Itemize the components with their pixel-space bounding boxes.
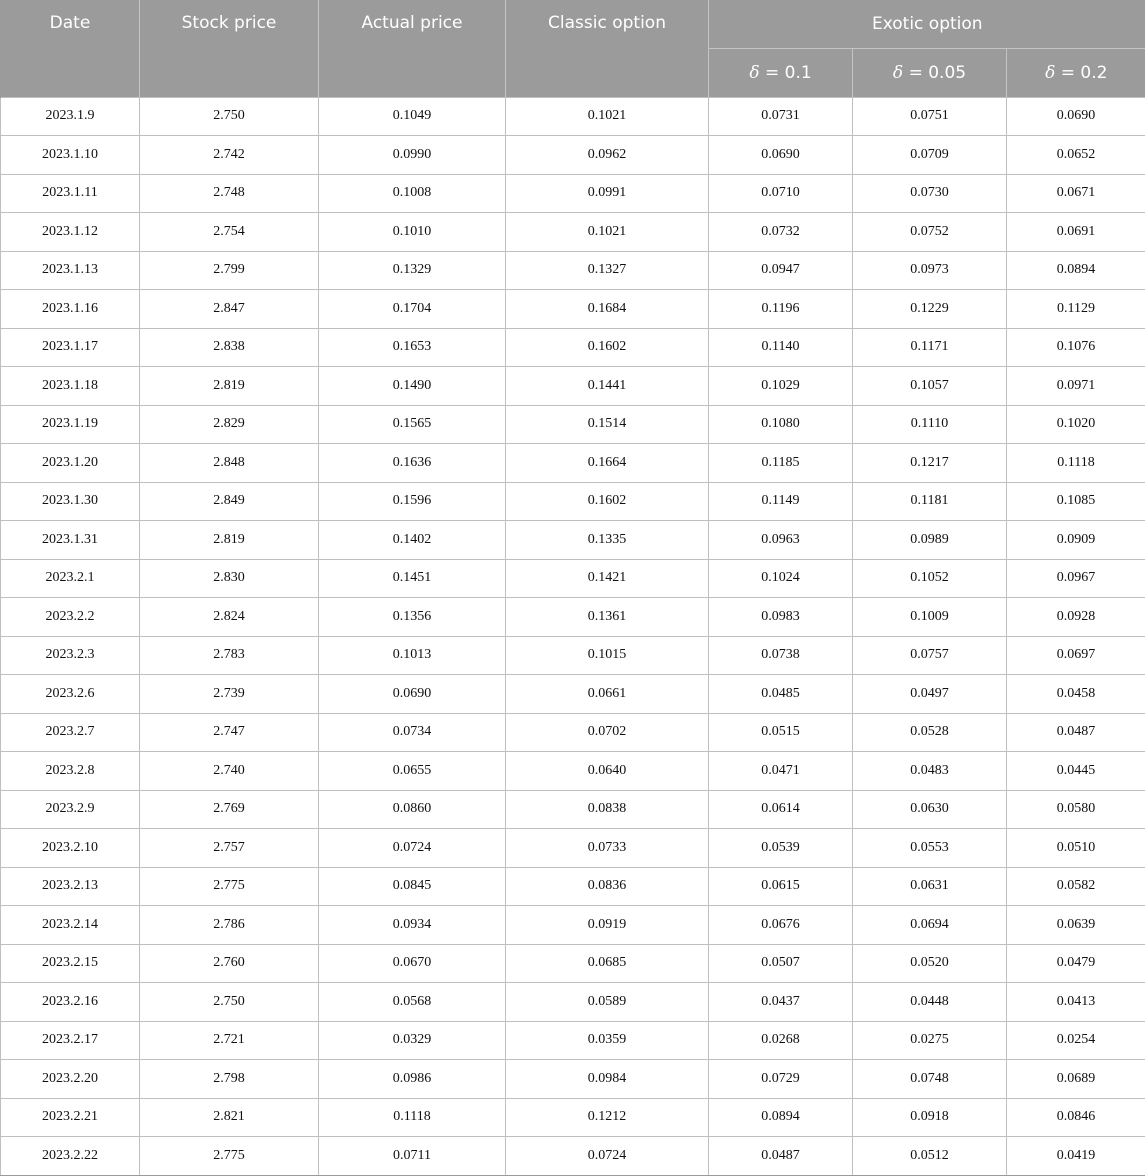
table-body [1, 97, 1145, 1175]
cell-date: 2023.2.16 [1, 983, 140, 1022]
table-row [1, 1137, 1145, 1176]
header-delta-0-2 [1007, 48, 1145, 97]
cell-date: 2023.1.18 [1, 367, 140, 406]
cell-exotic-delta-0-05: 0.0918 [853, 1098, 1007, 1137]
table-header [1, 0, 1145, 97]
delta-value: = 0.1 [765, 63, 812, 83]
cell-classic-option: 0.0702 [506, 713, 709, 752]
cell-date: 2023.2.22 [1, 1137, 140, 1176]
cell-classic-option: 0.1441 [506, 367, 709, 406]
cell-date: 2023.1.31 [1, 521, 140, 560]
cell-actual-price: 0.1049 [319, 97, 506, 136]
cell-stock-price: 2.721 [140, 1021, 319, 1060]
table-row [1, 174, 1145, 213]
cell-actual-price: 0.0655 [319, 752, 506, 791]
cell-exotic-delta-0-2: 0.0691 [1007, 213, 1145, 252]
cell-classic-option: 0.0991 [506, 174, 709, 213]
table-row [1, 136, 1145, 175]
cell-exotic-delta-0-1: 0.0676 [709, 906, 853, 945]
cell-exotic-delta-0-05: 0.0483 [853, 752, 1007, 791]
cell-stock-price: 2.838 [140, 328, 319, 367]
cell-date: 2023.2.13 [1, 867, 140, 906]
cell-exotic-delta-0-2: 0.0928 [1007, 598, 1145, 637]
table-row [1, 944, 1145, 983]
cell-date: 2023.2.17 [1, 1021, 140, 1060]
header-delta-0-05 [853, 48, 1007, 97]
cell-stock-price: 2.819 [140, 367, 319, 406]
cell-exotic-delta-0-1: 0.0738 [709, 636, 853, 675]
cell-stock-price: 2.750 [140, 983, 319, 1022]
cell-actual-price: 0.0329 [319, 1021, 506, 1060]
cell-exotic-delta-0-2: 0.0671 [1007, 174, 1145, 213]
cell-date: 2023.1.12 [1, 213, 140, 252]
cell-stock-price: 2.829 [140, 405, 319, 444]
cell-exotic-delta-0-2: 0.0445 [1007, 752, 1145, 791]
cell-exotic-delta-0-05: 0.1229 [853, 290, 1007, 329]
cell-classic-option: 0.1684 [506, 290, 709, 329]
cell-exotic-delta-0-2: 0.0458 [1007, 675, 1145, 714]
cell-classic-option: 0.1212 [506, 1098, 709, 1137]
cell-exotic-delta-0-1: 0.0710 [709, 174, 853, 213]
cell-date: 2023.2.15 [1, 944, 140, 983]
cell-exotic-delta-0-05: 0.0630 [853, 790, 1007, 829]
cell-actual-price: 0.1008 [319, 174, 506, 213]
cell-exotic-delta-0-2: 0.0846 [1007, 1098, 1145, 1137]
cell-stock-price: 2.824 [140, 598, 319, 637]
cell-exotic-delta-0-2: 0.0697 [1007, 636, 1145, 675]
cell-actual-price: 0.0734 [319, 713, 506, 752]
cell-exotic-delta-0-2: 0.0971 [1007, 367, 1145, 406]
cell-actual-price: 0.1596 [319, 482, 506, 521]
table-row [1, 328, 1145, 367]
cell-exotic-delta-0-1: 0.0471 [709, 752, 853, 791]
table-row [1, 290, 1145, 329]
cell-stock-price: 2.742 [140, 136, 319, 175]
cell-exotic-delta-0-05: 0.0275 [853, 1021, 1007, 1060]
cell-date: 2023.2.7 [1, 713, 140, 752]
cell-stock-price: 2.750 [140, 97, 319, 136]
cell-actual-price: 0.1402 [319, 521, 506, 560]
delta-value: = 0.2 [1061, 63, 1108, 83]
cell-exotic-delta-0-2: 0.0909 [1007, 521, 1145, 560]
cell-exotic-delta-0-05: 0.0528 [853, 713, 1007, 752]
cell-date: 2023.2.9 [1, 790, 140, 829]
cell-exotic-delta-0-05: 0.1181 [853, 482, 1007, 521]
cell-exotic-delta-0-05: 0.0553 [853, 829, 1007, 868]
cell-exotic-delta-0-1: 0.0515 [709, 713, 853, 752]
table-row [1, 598, 1145, 637]
cell-exotic-delta-0-1: 0.0437 [709, 983, 853, 1022]
cell-actual-price: 0.0568 [319, 983, 506, 1022]
cell-exotic-delta-0-2: 0.1076 [1007, 328, 1145, 367]
cell-exotic-delta-0-05: 0.0709 [853, 136, 1007, 175]
cell-date: 2023.1.19 [1, 405, 140, 444]
cell-exotic-delta-0-1: 0.0690 [709, 136, 853, 175]
cell-classic-option: 0.1021 [506, 97, 709, 136]
cell-stock-price: 2.798 [140, 1060, 319, 1099]
header-stock-price: Stock price [140, 0, 319, 97]
table-row [1, 367, 1145, 406]
cell-stock-price: 2.775 [140, 1137, 319, 1176]
cell-exotic-delta-0-05: 0.0730 [853, 174, 1007, 213]
cell-stock-price: 2.786 [140, 906, 319, 945]
cell-actual-price: 0.0711 [319, 1137, 506, 1176]
cell-date: 2023.2.8 [1, 752, 140, 791]
cell-stock-price: 2.757 [140, 829, 319, 868]
cell-actual-price: 0.0670 [319, 944, 506, 983]
cell-exotic-delta-0-2: 0.0689 [1007, 1060, 1145, 1099]
table-row [1, 482, 1145, 521]
header-date: Date [1, 0, 140, 97]
cell-date: 2023.1.10 [1, 136, 140, 175]
cell-stock-price: 2.849 [140, 482, 319, 521]
cell-stock-price: 2.739 [140, 675, 319, 714]
cell-exotic-delta-0-05: 0.0757 [853, 636, 1007, 675]
cell-exotic-delta-0-2: 0.0413 [1007, 983, 1145, 1022]
header-delta-0-1 [709, 48, 853, 97]
cell-stock-price: 2.830 [140, 559, 319, 598]
table-row [1, 636, 1145, 675]
table-row [1, 752, 1145, 791]
header-classic-option: Classic option [506, 0, 709, 97]
cell-exotic-delta-0-2: 0.0510 [1007, 829, 1145, 868]
cell-classic-option: 0.1602 [506, 482, 709, 521]
table-row [1, 559, 1145, 598]
cell-exotic-delta-0-05: 0.1009 [853, 598, 1007, 637]
cell-classic-option: 0.1327 [506, 251, 709, 290]
cell-classic-option: 0.0640 [506, 752, 709, 791]
table-row [1, 829, 1145, 868]
table-row [1, 97, 1145, 136]
cell-classic-option: 0.0589 [506, 983, 709, 1022]
cell-exotic-delta-0-05: 0.1171 [853, 328, 1007, 367]
cell-actual-price: 0.1118 [319, 1098, 506, 1137]
cell-stock-price: 2.769 [140, 790, 319, 829]
cell-date: 2023.2.6 [1, 675, 140, 714]
cell-actual-price: 0.1653 [319, 328, 506, 367]
table-row [1, 713, 1145, 752]
cell-exotic-delta-0-05: 0.1057 [853, 367, 1007, 406]
delta-symbol: δ [749, 63, 759, 83]
cell-exotic-delta-0-2: 0.1085 [1007, 482, 1145, 521]
cell-exotic-delta-0-2: 0.0652 [1007, 136, 1145, 175]
cell-exotic-delta-0-05: 0.1110 [853, 405, 1007, 444]
table-row [1, 405, 1145, 444]
cell-exotic-delta-0-2: 0.1020 [1007, 405, 1145, 444]
cell-exotic-delta-0-05: 0.0448 [853, 983, 1007, 1022]
cell-stock-price: 2.754 [140, 213, 319, 252]
cell-exotic-delta-0-1: 0.0485 [709, 675, 853, 714]
cell-exotic-delta-0-05: 0.0631 [853, 867, 1007, 906]
cell-exotic-delta-0-1: 0.0507 [709, 944, 853, 983]
cell-stock-price: 2.799 [140, 251, 319, 290]
cell-date: 2023.1.17 [1, 328, 140, 367]
cell-exotic-delta-0-2: 0.0690 [1007, 97, 1145, 136]
header-actual-price: Actual price [319, 0, 506, 97]
cell-exotic-delta-0-1: 0.0731 [709, 97, 853, 136]
cell-stock-price: 2.821 [140, 1098, 319, 1137]
cell-stock-price: 2.819 [140, 521, 319, 560]
cell-exotic-delta-0-05: 0.0748 [853, 1060, 1007, 1099]
cell-exotic-delta-0-2: 0.0419 [1007, 1137, 1145, 1176]
cell-actual-price: 0.1490 [319, 367, 506, 406]
cell-classic-option: 0.0733 [506, 829, 709, 868]
cell-date: 2023.2.20 [1, 1060, 140, 1099]
cell-actual-price: 0.1356 [319, 598, 506, 637]
cell-exotic-delta-0-05: 0.0751 [853, 97, 1007, 136]
cell-actual-price: 0.1451 [319, 559, 506, 598]
cell-date: 2023.2.10 [1, 829, 140, 868]
cell-exotic-delta-0-1: 0.1029 [709, 367, 853, 406]
cell-actual-price: 0.0990 [319, 136, 506, 175]
table-row [1, 521, 1145, 560]
cell-actual-price: 0.0690 [319, 675, 506, 714]
cell-actual-price: 0.0934 [319, 906, 506, 945]
cell-exotic-delta-0-2: 0.0894 [1007, 251, 1145, 290]
cell-classic-option: 0.0962 [506, 136, 709, 175]
cell-exotic-delta-0-1: 0.1140 [709, 328, 853, 367]
cell-exotic-delta-0-05: 0.0520 [853, 944, 1007, 983]
cell-exotic-delta-0-2: 0.0254 [1007, 1021, 1145, 1060]
cell-exotic-delta-0-1: 0.0539 [709, 829, 853, 868]
cell-classic-option: 0.1514 [506, 405, 709, 444]
cell-actual-price: 0.0986 [319, 1060, 506, 1099]
cell-exotic-delta-0-2: 0.0487 [1007, 713, 1145, 752]
cell-date: 2023.1.16 [1, 290, 140, 329]
cell-classic-option: 0.1421 [506, 559, 709, 598]
cell-classic-option: 0.1015 [506, 636, 709, 675]
cell-classic-option: 0.0724 [506, 1137, 709, 1176]
cell-stock-price: 2.760 [140, 944, 319, 983]
cell-classic-option: 0.0984 [506, 1060, 709, 1099]
cell-exotic-delta-0-1: 0.1149 [709, 482, 853, 521]
delta-symbol: δ [1045, 63, 1055, 83]
table-row [1, 675, 1145, 714]
cell-stock-price: 2.740 [140, 752, 319, 791]
cell-date: 2023.1.11 [1, 174, 140, 213]
cell-exotic-delta-0-05: 0.0694 [853, 906, 1007, 945]
cell-actual-price: 0.1329 [319, 251, 506, 290]
cell-classic-option: 0.0359 [506, 1021, 709, 1060]
cell-exotic-delta-0-05: 0.1217 [853, 444, 1007, 483]
cell-stock-price: 2.747 [140, 713, 319, 752]
cell-stock-price: 2.775 [140, 867, 319, 906]
cell-exotic-delta-0-1: 0.0983 [709, 598, 853, 637]
cell-date: 2023.2.1 [1, 559, 140, 598]
cell-date: 2023.1.30 [1, 482, 140, 521]
cell-classic-option: 0.1361 [506, 598, 709, 637]
cell-actual-price: 0.1013 [319, 636, 506, 675]
table-row [1, 867, 1145, 906]
table-row [1, 213, 1145, 252]
cell-classic-option: 0.1602 [506, 328, 709, 367]
cell-exotic-delta-0-1: 0.0729 [709, 1060, 853, 1099]
cell-exotic-delta-0-1: 0.0732 [709, 213, 853, 252]
delta-value: = 0.05 [909, 63, 967, 83]
cell-date: 2023.1.9 [1, 97, 140, 136]
cell-exotic-delta-0-1: 0.0947 [709, 251, 853, 290]
cell-exotic-delta-0-2: 0.1129 [1007, 290, 1145, 329]
cell-classic-option: 0.0836 [506, 867, 709, 906]
cell-classic-option: 0.0838 [506, 790, 709, 829]
cell-stock-price: 2.748 [140, 174, 319, 213]
cell-classic-option: 0.0685 [506, 944, 709, 983]
cell-exotic-delta-0-05: 0.0989 [853, 521, 1007, 560]
table-row [1, 1021, 1145, 1060]
table-row [1, 251, 1145, 290]
table-row [1, 790, 1145, 829]
cell-stock-price: 2.848 [140, 444, 319, 483]
cell-date: 2023.2.21 [1, 1098, 140, 1137]
cell-actual-price: 0.1636 [319, 444, 506, 483]
table-row [1, 1098, 1145, 1137]
cell-exotic-delta-0-05: 0.0497 [853, 675, 1007, 714]
header-exotic-option: Exotic option [709, 0, 1145, 48]
cell-actual-price: 0.0724 [319, 829, 506, 868]
cell-exotic-delta-0-1: 0.1024 [709, 559, 853, 598]
cell-exotic-delta-0-2: 0.0967 [1007, 559, 1145, 598]
cell-actual-price: 0.0860 [319, 790, 506, 829]
cell-exotic-delta-0-1: 0.0963 [709, 521, 853, 560]
cell-date: 2023.1.20 [1, 444, 140, 483]
cell-stock-price: 2.783 [140, 636, 319, 675]
cell-exotic-delta-0-2: 0.1118 [1007, 444, 1145, 483]
cell-exotic-delta-0-05: 0.0973 [853, 251, 1007, 290]
table-row [1, 983, 1145, 1022]
cell-exotic-delta-0-05: 0.1052 [853, 559, 1007, 598]
cell-exotic-delta-0-2: 0.0639 [1007, 906, 1145, 945]
cell-actual-price: 0.0845 [319, 867, 506, 906]
cell-exotic-delta-0-05: 0.0512 [853, 1137, 1007, 1176]
cell-exotic-delta-0-2: 0.0582 [1007, 867, 1145, 906]
table-row [1, 906, 1145, 945]
table-row [1, 1060, 1145, 1099]
table-row [1, 444, 1145, 483]
cell-classic-option: 0.1335 [506, 521, 709, 560]
cell-classic-option: 0.0919 [506, 906, 709, 945]
cell-date: 2023.2.14 [1, 906, 140, 945]
cell-actual-price: 0.1010 [319, 213, 506, 252]
cell-exotic-delta-0-1: 0.1196 [709, 290, 853, 329]
cell-classic-option: 0.1021 [506, 213, 709, 252]
cell-date: 2023.1.13 [1, 251, 140, 290]
cell-exotic-delta-0-1: 0.0487 [709, 1137, 853, 1176]
cell-exotic-delta-0-2: 0.0479 [1007, 944, 1145, 983]
cell-exotic-delta-0-1: 0.0268 [709, 1021, 853, 1060]
cell-classic-option: 0.0661 [506, 675, 709, 714]
cell-exotic-delta-0-1: 0.0614 [709, 790, 853, 829]
cell-exotic-delta-0-1: 0.1185 [709, 444, 853, 483]
cell-exotic-delta-0-05: 0.0752 [853, 213, 1007, 252]
cell-exotic-delta-0-2: 0.0580 [1007, 790, 1145, 829]
cell-actual-price: 0.1565 [319, 405, 506, 444]
cell-exotic-delta-0-1: 0.0615 [709, 867, 853, 906]
cell-stock-price: 2.847 [140, 290, 319, 329]
delta-symbol: δ [893, 63, 903, 83]
cell-classic-option: 0.1664 [506, 444, 709, 483]
cell-exotic-delta-0-1: 0.0894 [709, 1098, 853, 1137]
cell-date: 2023.2.2 [1, 598, 140, 637]
cell-date: 2023.2.3 [1, 636, 140, 675]
cell-exotic-delta-0-1: 0.1080 [709, 405, 853, 444]
cell-actual-price: 0.1704 [319, 290, 506, 329]
